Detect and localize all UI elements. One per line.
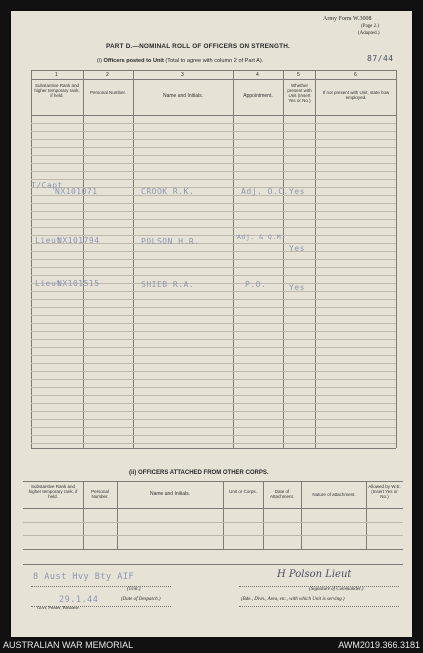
handwritten-ref: 87/44 <box>367 54 394 63</box>
ruled-line <box>31 179 396 180</box>
ruled-line <box>31 307 396 308</box>
signature-handwritten: H Polson Lieut <box>277 569 352 580</box>
header-personal-number: Personal Number. <box>89 90 127 95</box>
ruled-line <box>31 147 396 148</box>
ruled-line <box>31 347 396 348</box>
header-appointment: Appointment. <box>243 93 273 99</box>
ruled-line <box>31 395 396 396</box>
ruled-line <box>31 211 396 212</box>
part-d-subtitle-bold: Officers posted to Unit <box>103 58 164 64</box>
header-not-present: If not present with Unit, state how employed. <box>322 90 390 100</box>
ruled-line <box>31 139 396 140</box>
officer-number: NX101071 <box>55 187 98 196</box>
ruled-line <box>31 299 396 300</box>
attached-header-nature: Nature of attachment. <box>312 492 356 497</box>
army-form-number: Army Form W.3008 <box>323 16 372 22</box>
printer-imprint: Govt. Printer, Brisbane. <box>37 605 80 610</box>
date-caption: (Date of Despatch.) <box>121 597 161 602</box>
ruled-line <box>31 387 396 388</box>
officer-name: POLSON H.R. <box>141 237 200 246</box>
attached-header-unit: Unit or Corps. <box>229 489 257 494</box>
ruled-line <box>31 371 396 372</box>
officer-appointment: Adj. & Q.M. <box>237 233 286 241</box>
part-d-subtitle-prefix: (i) <box>97 58 102 64</box>
officer-name: SHIEB R.A. <box>141 280 195 289</box>
ruled-line <box>31 227 396 228</box>
officer-present: Yes <box>289 187 305 196</box>
officer-name: CROOK R.K. <box>141 187 195 196</box>
attached-header-number: Personal Number. <box>91 489 109 499</box>
form-page: (Page 2.) <box>361 24 380 29</box>
part-d-subtitle <box>97 58 263 64</box>
ruled-line <box>31 203 396 204</box>
ruled-line <box>31 443 396 444</box>
ruled-line <box>31 339 396 340</box>
ruled-line <box>31 131 396 132</box>
part-d-subtitle-rest: (Total to agree with column 2 of Part A). <box>165 58 264 64</box>
ruled-line <box>31 355 396 356</box>
ruled-line <box>31 275 396 276</box>
attached-header-date: Date of Attachment. <box>269 489 294 499</box>
header-rank: Substantive Rank and higher temporary rank, if held. <box>34 83 80 98</box>
attached-header-name: Name and Initials. <box>149 491 191 497</box>
ruled-line <box>31 219 396 220</box>
col-number-2: 2 <box>106 72 109 78</box>
date-handwritten: 29.1.44 <box>59 595 99 605</box>
ruled-line <box>31 427 396 428</box>
col-number-5: 5 <box>297 72 300 78</box>
ruled-line <box>31 435 396 436</box>
signature-caption: (Signature of Commander.) <box>309 587 364 592</box>
col-number-6: 6 <box>354 72 357 78</box>
ruled-line <box>31 163 396 164</box>
ruled-line <box>31 363 396 364</box>
col-number-3: 3 <box>181 72 184 78</box>
ruled-line <box>31 419 396 420</box>
ruled-line <box>31 291 396 292</box>
officer-present: Yes <box>289 244 305 253</box>
attached-header-allowed: Allowed by W.E. (Insert Yes or No.) <box>368 484 401 499</box>
officer-rank: Lieut <box>35 279 62 288</box>
unit-handwritten: 8 Aust Hvy Bty AIF <box>33 572 135 582</box>
ruled-line <box>31 171 396 172</box>
officer-number: NX101515 <box>57 279 100 288</box>
ruled-line <box>31 267 396 268</box>
col-number-1: 1 <box>55 72 58 78</box>
ruled-line <box>31 331 396 332</box>
ruled-line <box>31 403 396 404</box>
part-d-title: PART D.—NOMINAL ROLL OF OFFICERS ON STRENGTH. <box>106 43 291 50</box>
officer-appointment: P.O. <box>245 280 267 289</box>
ruled-line <box>31 411 396 412</box>
archive-accession: AWM2019.366.3181 <box>338 640 420 650</box>
form-adapted: (Adapted.) <box>358 31 380 36</box>
officer-present: Yes <box>289 283 305 292</box>
officer-appointment: Adj. O.C. <box>241 187 289 196</box>
header-present: Whether present with Unit (Insert Yes or No.) <box>287 83 312 103</box>
form-sheet <box>11 11 412 637</box>
officer-rank: T/Capt <box>31 181 63 190</box>
attached-header-rank: Substantive Rank and higher temporary rank, if held. <box>28 484 78 499</box>
archive-name: AUSTRALIAN WAR MEMORIAL <box>3 640 134 650</box>
ruled-line <box>31 123 396 124</box>
division-caption: (Bde., Divn., Area, etc., with which Unit is serving.) <box>241 597 345 602</box>
ruled-line <box>31 259 396 260</box>
part-ii-title: (ii) OFFICERS ATTACHED FROM OTHER CORPS. <box>129 470 269 476</box>
ruled-line <box>31 323 396 324</box>
officer-number: NX101794 <box>57 236 100 245</box>
officer-rank: Lieut <box>35 236 62 245</box>
ruled-line <box>31 379 396 380</box>
ruled-line <box>31 251 396 252</box>
unit-caption: (Unit.) <box>127 587 141 592</box>
ruled-line <box>31 315 396 316</box>
ruled-line <box>31 155 396 156</box>
col-number-4: 4 <box>256 72 259 78</box>
archive-footer <box>0 637 423 653</box>
header-name: Name and Initials. <box>162 93 204 99</box>
